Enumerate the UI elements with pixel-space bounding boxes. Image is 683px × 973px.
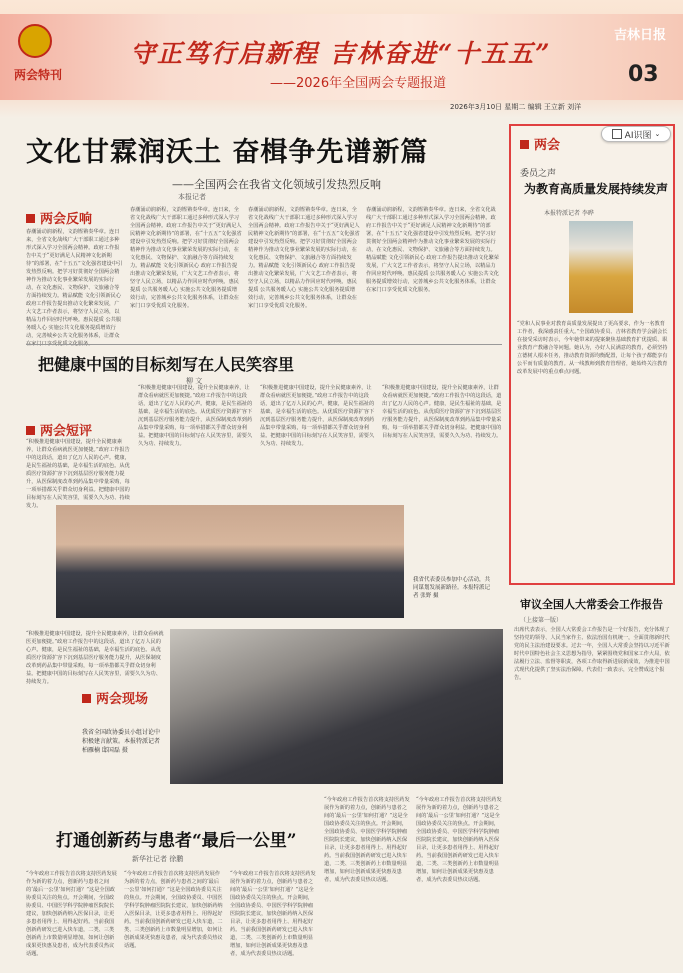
feature-body-col2: “积极推进健康中国建设，提升全民健康素养，让群众看病就医更加便捷。”政府工作报告中的这段话，道出了亿万人民的心声。健康，是民生福祉的基础，是幸福生活的底色。从优质医疗资源扩容下沉到基层医疗服务能力提升，从医保制度改革到药品集中带量采购，每一项举措都关乎群众切身利益。把健康中国的目标刻写在人民笑容里，需要久久为功、持续发力。 (138, 385, 253, 447)
section-label: 两会特刊 (14, 68, 63, 82)
right-bottom-byline: （上接第一版） (520, 617, 563, 624)
ai-image-button[interactable] (601, 126, 671, 142)
feature-headline: 把健康中国的目标刻写在人民笑容里 (38, 355, 295, 374)
ai-button-label: AI识图 (624, 130, 652, 141)
lead-subhead: ——全国两会在我省文化领域引发热烈反响 (172, 178, 381, 191)
right-kicker: 委员之声 (520, 169, 557, 179)
right-body: “党和人民事业对教育高质量发展提出了更高要求，作为一名教育工作者，我深感责任重大。”全国政协委员、吉林省教育学会副会长在接受采访时表示，今年她带来的提案聚焦基础教育扩优提质、职业教育产教融合等问题。她认为，办好人民满意的教育，必须坚持立德树人根本任务，推动教育资源均衡配置，让每个孩子都能享有公平而有质量的教育。从一线教师到教育管理者，她始终关注教育改革发展中的重点难点问题。 (517, 321, 668, 375)
header-subtitle: ——2026年全国两会专题报道 (270, 76, 447, 91)
article3-byline: 新华社记者 徐鹏 (132, 855, 184, 863)
feature-body-col3: “积极推进健康中国建设，提升全民健康素养，让群众看病就医更加便捷。”政府工作报告中的这段话，道出了亿万人民的心声。健康，是民生福祉的基础，是幸福生活的底色。从优质医疗资源扩容下沉到基层医疗服务能力提升，从医保制度改革到药品集中带量采购，每一项举措都关乎群众切身利益。把健康中国的目标刻写在人民笑容里，需要久久为功、持续发力。 (260, 385, 375, 447)
section-title-scene: 两会现场 (82, 688, 148, 707)
photo-caption: 我省代表委员参加中心活动，共同谋划发展新路径。本报特派记者 张野 摄 (413, 577, 491, 599)
lead-body-col3: 春潮涌动润新程，文韵铿锵奏华章。连日来，全省文化战线广大干部职工通过多种形式深入学习全国两会精神。政府工作报告中关于“更好满足人民精神文化新期待”的部署，在“十五五”文化强省建设中引发热烈反响。把学习好贯彻好全国两会精神作为推动文化事业繁荣发展的实际行动，在文化惠民、文物保护、文旅融合等方面持续发力。精品赋能 文化引领新民心 政府工作报告提出推动文化繁荣发展，广大文艺工作者表示，将坚守人民立场，以精品力作回应时代呼唤。惠民提质 公共服务暖人心 实施公共文化服务提质增效行动，完善城乡公共文化服务体系，让群众在家门口享受优质文化服务。 (248, 207, 360, 309)
article3-headline: 打通创新药与患者“最后一公里” (56, 831, 297, 851)
lead-body-col2: 春潮涌动润新程，文韵铿锵奏华章。连日来，全省文化战线广大干部职工通过多种形式深入学习全国两会精神。政府工作报告中关于“更好满足人民精神文化新期待”的部署，在“十五五”文化强省建设中引发热烈反响。把学习好贯彻好全国两会精神作为推动文化事业繁荣发展的实际行动，在文化惠民、文物保护、文旅融合等方面持续发力。精品赋能 文化引领新民心 政府工作报告提出推动文化繁荣发展，广大文艺工作者表示，将坚守人民立场，以精品力作回应时代呼唤。惠民提质 公共服务暖人心 实施公共文化服务提质增效行动，完善城乡公共文化服务体系，让群众在家门口享受优质文化服务。 (130, 207, 242, 309)
chevron-down-icon: ⌄ (654, 130, 661, 138)
divider (26, 344, 502, 345)
section-title-commentary: 两会短评 (26, 420, 92, 439)
right-title: 为教育高质量发展持续发声 (524, 182, 669, 196)
newspaper-brand: 吉林日报 (614, 28, 667, 43)
emblem-icon (18, 24, 52, 58)
meeting-photo (56, 505, 404, 618)
portrait-photo (569, 221, 633, 313)
section-title-reaction: 两会反响 (26, 208, 92, 227)
article3-body-col5: “今年政府工作报告首次将支持医药发展作为新的着力点，创新药与患者之间的‘最后一公里’如何打通？”这是全国政协委员关注的焦点。开会期间，全国政协委员、中国医学科学院肿瘤医院院长建议，加快创新药纳入医保目录，让更多患者用得上、用得起好药。当前我国创新药研发已进入快车道，二类、三类创新药上市数量明显增加，如何让创新成果更快惠及患者，成为代表委员热议话题。 (416, 797, 502, 883)
page-number: 03 (628, 62, 659, 87)
right-bottom-headline: 审议全国人大常委会工作报告 (520, 598, 663, 611)
scene-body: “积极推进健康中国建设，提升全民健康素养，让群众看病就医更加便捷。”政府工作报告中的这段话，道出了亿万人民的心声。健康，是民生福祉的基础，是幸福生活的底色。从优质医疗资源扩容下沉到基层医疗服务能力提升，从医保制度改革到药品集中带量采购，每一项举措都关乎群众切身利益。把健康中国的目标刻写在人民笑容里，需要久久为功、持续发力。 (26, 631, 164, 685)
right-bottom-body: 出席代表表示，全国人大常委会工作报告是一个好报告，充分体现了坚持党的领导、人民当家作主、依法治国有机统一，全面贯彻新时代党的民主法治建设要求。过去一年，全国人大常委会坚持以习近平新时代中国特色社会主义思想为指导，紧紧围绕党和国家工作大局，依法履行立法、监督等职责，各项工作取得新进展新成效，为推进中国式现代化提供了坚实法治保障。代表们一致表示，完全赞成这个报告。 (514, 627, 670, 681)
lead-body-col1: 春潮涌动润新程，文韵铿锵奏华章。连日来，全省文化战线广大干部职工通过多种形式深入学习全国两会精神。政府工作报告中关于“更好满足人民精神文化新期待”的部署，在“十五五”文化强省建设中引发热烈反响。把学习好贯彻好全国两会精神作为推动文化事业繁荣发展的实际行动，在文化惠民、文物保护、文旅融合等方面持续发力。精品赋能 文化引领新民心 政府工作报告提出推动文化繁荣发展，广大文艺工作者表示，将坚守人民立场，以精品力作回应时代呼唤。惠民提质 公共服务暖人心 实施公共文化服务提质增效行动，完善城乡公共文化服务体系，让群众 (26, 229, 123, 339)
ai-scan-icon (612, 129, 622, 139)
dateline: 2026年3月10日 星期二 编辑 王立新 刘洋 (450, 103, 582, 111)
article3-body-col3: “今年政府工作报告首次将支持医药发展作为新的着力点，创新药与患者之间的‘最后一公里’如何打通？”这是全国政协委员关注的焦点。开会期间，全国政协委员、中国医学科学院肿瘤医院院长建议，加快创新药纳入医保目录，让更多患者用得上、用得起好药。当前我国创新药研发已进入快车道，二类、三类创新药上市数量明显增加，如何让创新成果更快惠及患者，成为代表委员热议话题。 (230, 871, 316, 957)
scene-photo (170, 629, 503, 784)
right-section-title: 两会 (520, 134, 560, 153)
article3-body-col4: “今年政府工作报告首次将支持医药发展作为新的着力点，创新药与患者之间的‘最后一公里’如何打通？”这是全国政协委员关注的焦点。开会期间，全国政协委员、中国医学科学院肿瘤医院院长建议，加快创新药纳入医保目录，让更多患者用得上、用得起好药。当前我国创新药研发已进入快车道，二类、三类创新药上市数量明显增加，如何让创新成果更快惠及患者，成为代表委员热议话题。 (324, 797, 410, 883)
lead-headline: 文化甘霖润沃土 奋楫争先谱新篇 (26, 137, 429, 168)
lead-byline: 本报记者 (178, 193, 206, 201)
article3-body-col1: “今年政府工作报告首次将支持医药发展作为新的着力点，创新药与患者之间的‘最后一公里’如何打通？”这是全国政协委员关注的焦点。开会期间，全国政协委员、中国医学科学院肿瘤医院院长建议，加快创新药纳入医保目录，让更多患者用得上、用得起好药。当前我国创新药研发已进入快车道，二类、三类创新药上市数量明显增加，如何让创新成果更快惠及患者，成为代表委员热议话题。 (26, 871, 117, 957)
feature-byline: 柳 文 (186, 377, 203, 385)
header-slogan: 守正笃行启新程 吉林奋进“十五五” (130, 39, 552, 68)
feature-body-col4: “积极推进健康中国建设，提升全民健康素养，让群众看病就医更加便捷。”政府工作报告中的这段话，道出了亿万人民的心声。健康，是民生福祉的基础，是幸福生活的底色。从优质医疗资源扩容下沉到基层医疗服务能力提升，从医保制度改革到药品集中带量采购，每一项举措都关乎群众切身利益。把健康中国的目标刻写在人民笑容里，需要久久为功、持续发力。 (382, 385, 502, 439)
lead-body-col4: 春潮涌动润新程，文韵铿锵奏华章。连日来，全省文化战线广大干部职工通过多种形式深入学习全国两会精神。政府工作报告中关于“更好满足人民精神文化新期待”的部署，在“十五五”文化强省建设中引发热烈反响。把学习好贯彻好全国两会精神作为推动文化事业繁荣发展的实际行动，在文化惠民、文物保护、文旅融合等方面持续发力。精品赋能 文化引领新民心 政府工作报告提出推动文化繁荣发展，广大文艺工作者表示，将坚守人民立场，以精品力作回应时代呼唤。惠民提质 公共服务暖人心 实施公共文化服务提质增效行动，完善城乡公共文化服务体系，让群众在家门口享受优质文化服务。 (366, 207, 499, 293)
right-byline: 本报特派记者 李晔 (544, 210, 594, 217)
scene-caption: 我省全国政协委员小组讨论中积极建言献策。本报特派记者 柏雁楠 邸国磊 摄 (82, 729, 161, 754)
feature-body-col1: “积极推进健康中国建设，提升全民健康素养，让群众看病就医更加便捷。”政府工作报告中的这段话，道出了亿万人民的心声。健康，是民生福祉的基础，是幸福生活的底色。从优质医疗资源扩容下沉到基层医疗服务能力提升，从医保制度改革到药品集中带量采购，每一项举措都关乎群众切身利益。把健康中国的目标刻写在人民笑容里，需要久久为功、持续发力。 (26, 439, 130, 509)
article3-body-col2: “今年政府工作报告首次将支持医药发展作为新的着力点，创新药与患者之间的‘最后一公里’如何打通？”这是全国政协委员关注的焦点。开会期间，全国政协委员、中国医学科学院肿瘤医院院长建议，加快创新药纳入医保目录，让更多患者用得上、用得起好药。当前我国创新药研发已进入快车道，二类、三类创新药上市数量明显增加，如何让创新成果更快惠及患者，成为代表委员热议话题。 (124, 871, 223, 949)
